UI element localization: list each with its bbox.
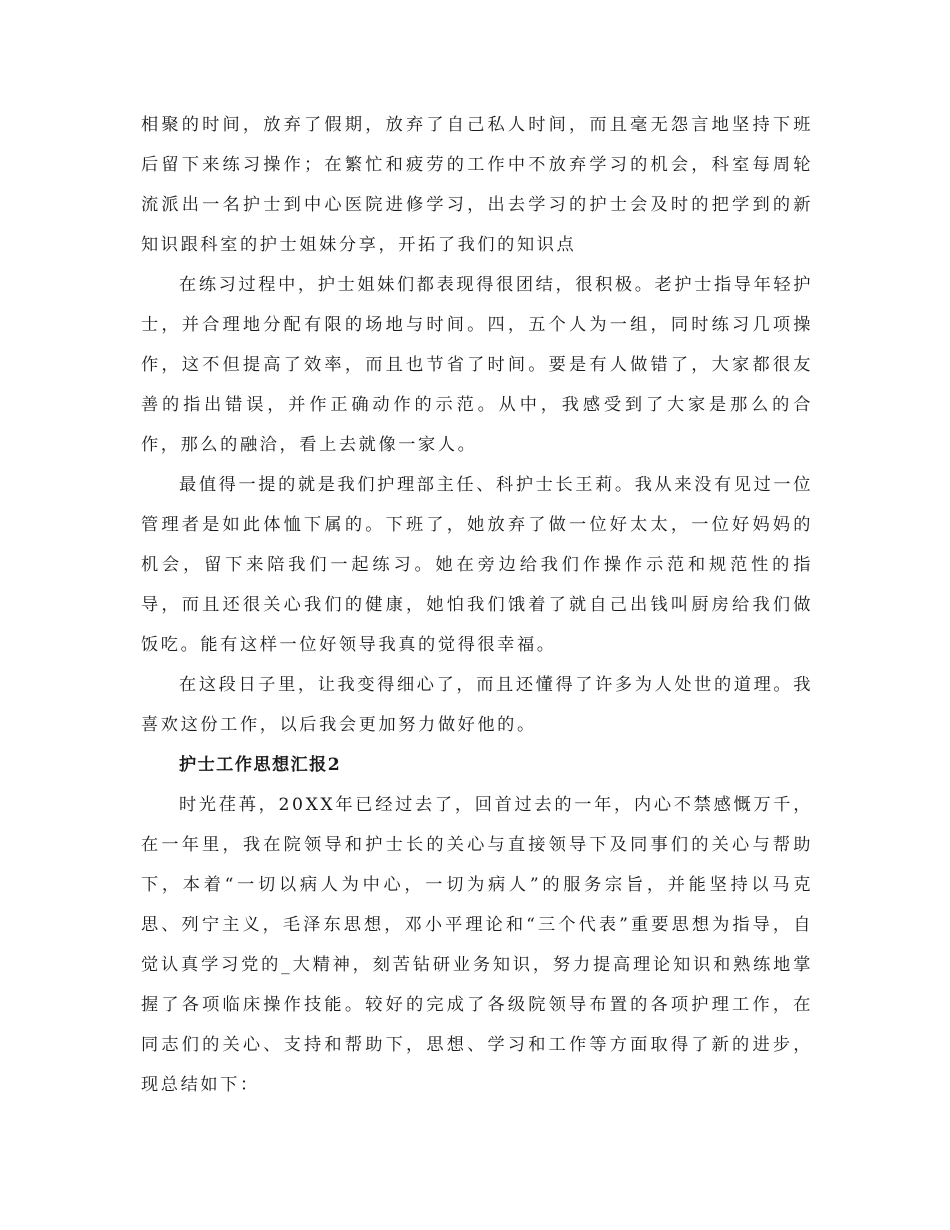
paragraph-head-nurse: 最值得一提的就是我们护理部主任、科护士长王莉。我从来没有见过一位管理者是如此体恤下属的。下班了，她放弃了做一位好太太，一位好妈妈的机会，留下来陪我们一起练习。她在旁边给我们作操作示范和规范性的指导，而且还很关心我们的健康，她怕我们饿着了就自己出钱叫厨房给我们做饭吃。能有这样一位好领导我真的觉得很幸福。 [141,475,813,655]
paragraph-practice: 在练习过程中，护士姐妹们都表现得很团结，很积极。老护士指导年轻护士，并合理地分配有限的场地与时间。四，五个人为一组，同时练习几项操作，这不但提高了效率，而且也节省了时间。要是有人做错了，大家都很友善的指出错误，并作正确动作的示范。从中，我感受到了大家是那么的合作，那么的融洽，看上去就像一家人。 [141,275,813,455]
section-heading: 护士工作思想汇报2 [179,755,342,775]
paragraph-conclusion: 在这段日子里，让我变得细心了，而且还懂得了许多为人处世的道理。我喜欢这份工作，以后我会更加努力做好他的。 [141,675,813,735]
document-body [141,105,813,1105]
paragraph-report-intro: 时光荏苒，20XX年已经过去了，回首过去的一年，内心不禁感慨万千，在一年里，我在院领导和护士长的关心与直接领导下及同事们的关心与帮助下，本着“一切以病人为中心，一切为病人”的服务宗旨，并能坚持以马克思、列宁主义，毛泽东思想，邓小平理论和“三个代表”重要思想为指导，自觉认真学习党的_大精神，刻苦钻研业务知识，努力提高理论知识和熟练地掌握了各项临床操作技能。较好的完成了各级院领导布置的各项护理工作，在同志们的关心、支持和帮助下，思想、学习和工作等方面取得了新的进步，现总结如下： [141,795,813,1095]
paragraph-continuation: 相聚的时间，放弃了假期，放弃了自己私人时间，而且毫无怨言地坚持下班后留下来练习操作；在繁忙和疲劳的工作中不放弃学习的机会，科室每周轮流派出一名护士到中心医院进修学习，出去学习的护士会及时的把学到的新知识跟科室的护士姐妹分享，开拓了我们的知识点 [141,115,813,255]
